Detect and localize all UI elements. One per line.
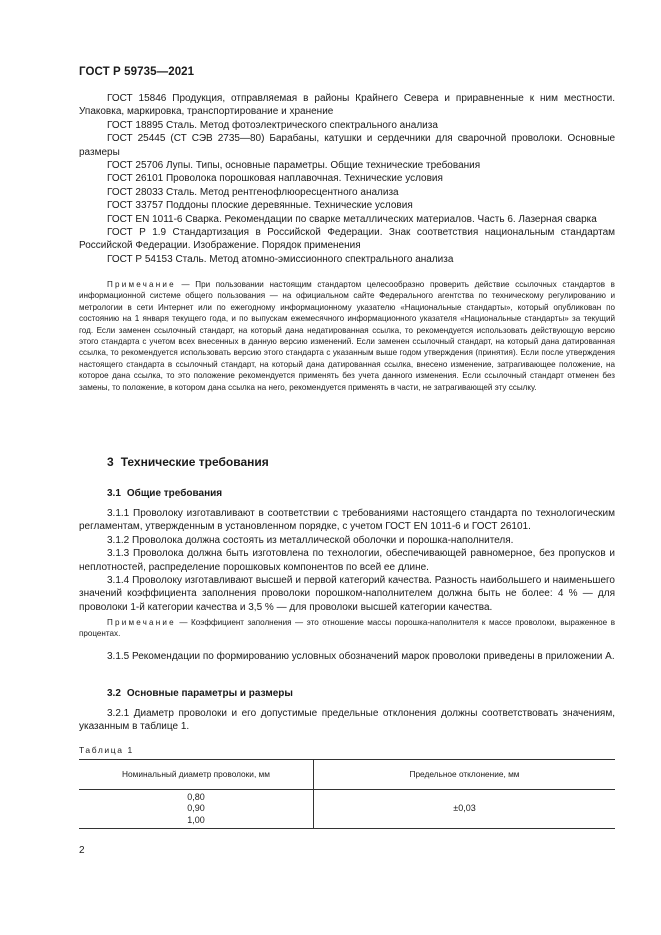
reference-item: ГОСТ EN 1011-6 Сварка. Рекомендации по сварке металлических материалов. Часть 6. Лазерная сварка [107, 213, 597, 225]
reference-item: ГОСТ 26101 Проволока порошковая наплавочная. Технические условия [107, 173, 443, 185]
paragraph: 3.1.2 Проволока должна состоять из металлической оболочки и порошка-наполнителя. [107, 534, 514, 546]
header-cell-deviation: Предельное отклонение, мм [314, 760, 616, 790]
table-caption: Таблица 1 [79, 745, 134, 755]
normative-references-list [79, 92, 615, 266]
diameter-value: 1,00 [187, 814, 205, 825]
note-text: — Коэффициент заполнения — это отношение массы порошка-наполнителя к массе проволоки, выраженное в процентах. [79, 618, 615, 639]
reference-item: ГОСТ Р 54153 Сталь. Метод атомно-эмиссионного спектрального анализа [107, 253, 454, 265]
subsection-title: Общие требования [126, 488, 223, 499]
note-label: Примечание [107, 618, 176, 627]
note-label: Примечание [107, 280, 176, 289]
diameter-value: 0,90 [187, 803, 205, 814]
table-header-row [79, 760, 615, 790]
paragraph: 3.1.4 Проволоку изготавливают высшей и первой категорий качества. Разность наибольшего и наименьшего значений коэффициента заполнения проволоки порошком-наполнителем должна быть не более: 4 % — для проволоки 1-й категории качества и 3,5 % — для проволоки высшей категории качества. [79, 575, 615, 613]
reference-item: ГОСТ 25445 (СТ СЭВ 2735—80) Барабаны, катушки и сердечники для сварочной проволоки. Основные размеры [79, 133, 615, 158]
diameter-values-cell [79, 790, 314, 829]
paragraph: 3.2.1 Диаметр проволоки и его допустимые предельные отклонения должны соответствовать значениям, указанным в таблице 1. [79, 708, 615, 733]
section-number: 3 [107, 455, 114, 469]
subsection-number: 3.1 [107, 488, 121, 499]
references-note [79, 279, 615, 393]
parameters-text [79, 707, 615, 734]
reference-item: ГОСТ 15846 Продукция, отправляемая в районы Крайнего Севера и приравненные к ним местности. Упаковка, маркировка, транспортирование и хранение [79, 93, 615, 118]
reference-item: ГОСТ 25706 Лупы. Типы, основные параметры. Общие технические требования [107, 160, 481, 172]
reference-item: ГОСТ Р 1.9 Стандартизация в Российской Федерации. Знак соответствия национальным стандартам Российской Федерации. Изображение. Порядок применения [79, 227, 615, 252]
diameter-value: 0,80 [187, 791, 205, 802]
diameter-table [79, 759, 615, 829]
reference-item: ГОСТ 33757 Поддоны плоские деревянные. Технические условия [107, 200, 413, 212]
reference-item: ГОСТ 28033 Сталь. Метод рентгенофлюоресцентного анализа [107, 186, 399, 198]
deviation-cell: ±0,03 [314, 790, 616, 829]
reference-item: ГОСТ 18895 Сталь. Метод фотоэлектрического спектрального анализа [107, 119, 438, 131]
note-text: — При пользовании настоящим стандартом целесообразно проверить действие ссылочных стандартов в информационной системе общего пользования — на официальном сайте Федерального агентства по техническому регулированию и метрологии в сети Интернет или по ежегодному информационному указателю «Национальные стандарты», который опубликован по состоянию на 1 января текущего года, и по выпускам ежемесячного информационного указателя «Национальные стандарты» за текущий год. Если заменен ссылочный стандарт, на который дана недатированная ссылка, то рекомендуется использовать действующую версию этого стандарта с учетом всех внесенных в данную версию изменений. Если заменен ссылочный стандарт, на который дана датированная ссылка, то рекомендуется использовать версию этого стандарта с указанным выше годом утверждения (принятия). Если после утверждения настоящего стандарта в ссылочный стандарт, на который дана датированная ссылка, внесено изменение, затрагивающее положение, на которое дана ссылка, то это положение рекомендуется применять без учета данного изменения. Если ссылочный стандарт отменен без замены, то положение, в котором дана ссылка на него, рекомендуется применять в части, не затрагивающей эту ссылку. [79, 280, 615, 392]
subsection-number: 3.2 [107, 688, 121, 699]
paragraph: 3.1.3 Проволока должна быть изготовлена по технологии, обеспечивающей равномерное, без пропусков и неплотностей, распределение порошковых компонентов по всей ее длине. [79, 548, 615, 573]
header-cell-diameter: Номинальный диаметр проволоки, мм [79, 760, 314, 790]
section-title: Технические требования [120, 455, 269, 469]
subsection-heading [107, 688, 293, 699]
standard-code-header: ГОСТ Р 59735—2021 [79, 66, 195, 78]
subsection-heading [107, 488, 222, 499]
recommendation-text [79, 650, 615, 663]
fill-factor-note [79, 617, 615, 640]
subsection-title: Основные параметры и размеры [126, 688, 293, 699]
section-heading [107, 455, 269, 469]
page-number: 2 [79, 845, 85, 856]
table-row [79, 790, 615, 829]
paragraph: 3.1.5 Рекомендации по формированию условных обозначений марок проволоки приведены в приложении А. [107, 651, 615, 662]
general-requirements-text [79, 507, 615, 614]
paragraph: 3.1.1 Проволоку изготавливают в соответствии с требованиями настоящего стандарта по технологическим регламентам, утвержденным в установленном порядке, с учетом ГОСТ EN 1011-6 и ГОСТ 26101. [79, 508, 615, 533]
